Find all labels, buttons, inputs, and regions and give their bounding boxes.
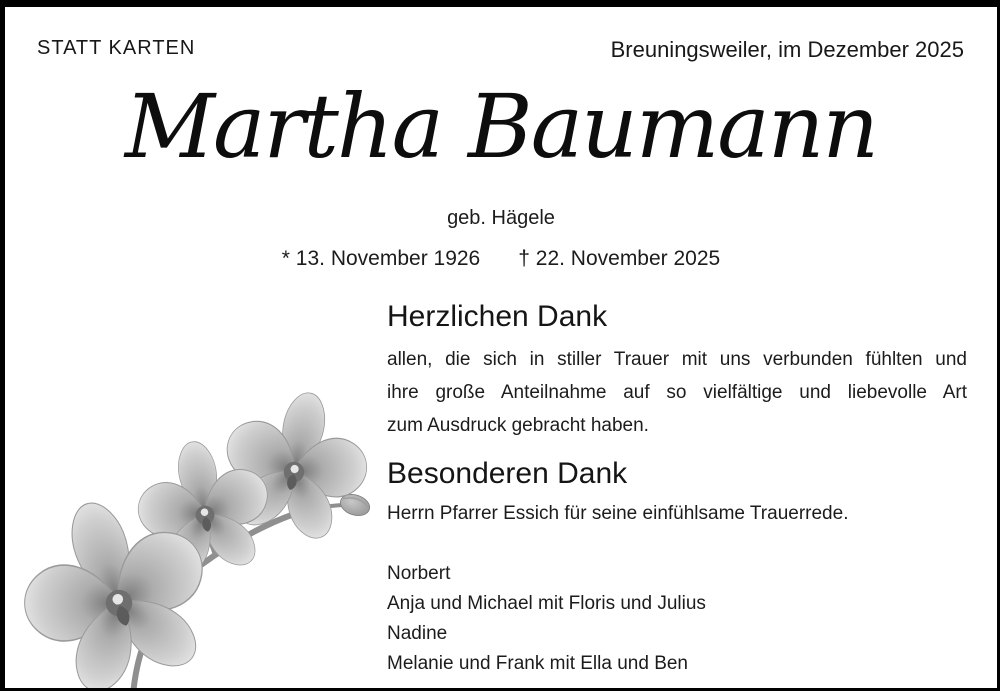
birth-date: * 13. November 1926 [281,247,481,270]
thanks-text-line: zum Ausdruck gebracht haben. [387,415,649,436]
mourner-line: Melanie und Frank mit Ella und Ben [387,653,688,674]
thanks-text-line: allen, die sich in stiller Trauer mit uns verbunden fühlten und [387,349,967,370]
orchid-photo [5,387,385,691]
thanks-text-line: ihre große Anteilnahme auf so vielfältige und liebevolle Art [387,382,967,403]
deceased-name: Martha Baumann [124,75,878,178]
mourners-list [387,559,967,679]
maiden-name: geb. Hägele [447,207,555,229]
thanks-heading: Herzlichen Dank [387,300,608,333]
place-dateline: Breuningsweiler, im Dezember 2025 [610,37,964,62]
mourner-line: Norbert [387,563,451,584]
pre-header: STATT KARTEN [37,37,196,59]
special-thanks-section [387,457,967,528]
special-thanks-heading: Besonderen Dank [387,457,628,490]
thanks-column [387,300,967,679]
life-dates [5,247,997,271]
death-date: † 22. November 2025 [518,247,721,270]
special-thanks-text: Herrn Pfarrer Essich für seine einfühlsame Trauerrede. [387,503,849,524]
mourner-line: Nadine [387,623,448,644]
mourner-line: Anja und Michael mit Floris und Julius [387,593,706,614]
thanks-section [387,300,967,442]
